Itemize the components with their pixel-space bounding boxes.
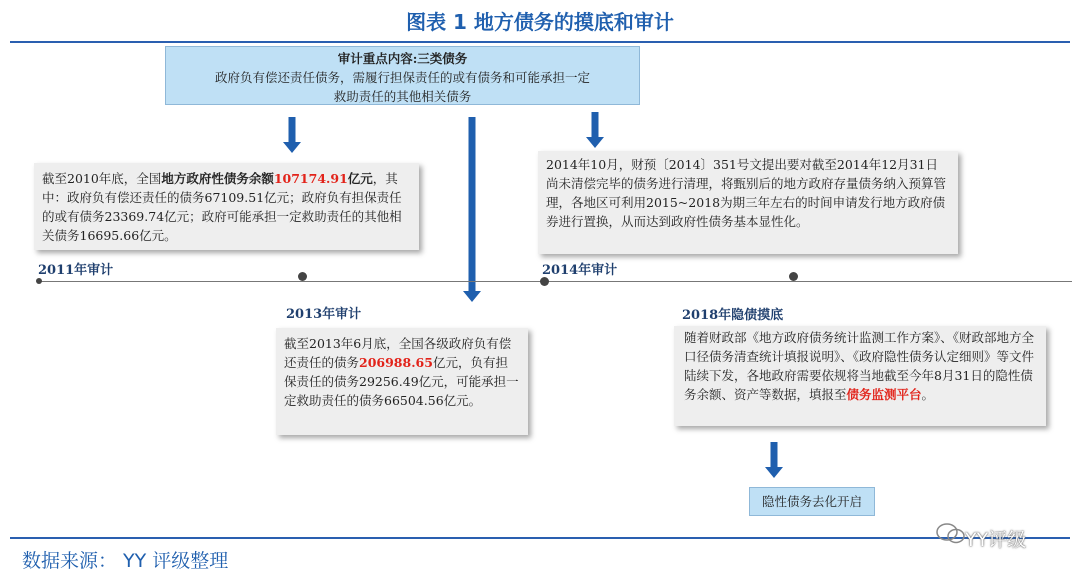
watermark: YY评级 [965, 529, 1027, 551]
label-2014: 2014年审计 [542, 263, 618, 278]
box-2018-end: 。 [921, 387, 935, 402]
box-2014-audit [538, 151, 958, 254]
audit-focus-box [165, 46, 640, 105]
arrow-down-2011 [282, 117, 302, 154]
arrow-down-2014 [585, 112, 605, 149]
box-2011-total: 107174.91 [273, 171, 348, 186]
box-2011-audit [34, 163, 419, 250]
timeline-dot-2014 [540, 277, 549, 286]
label-2011: 2011年审计 [38, 263, 114, 278]
timeline-axis [38, 281, 1072, 282]
box-2011-bold: 地方政府性债务余额 [161, 171, 274, 186]
box-2011-unit: 亿元 [347, 171, 373, 186]
timeline-dot-2013 [298, 272, 307, 281]
box-2013-total: 206988.65 [359, 355, 433, 370]
label-2013: 2013年审计 [286, 307, 362, 322]
box-2018-survey [674, 326, 1046, 426]
box-2011-rest: ，其中：政府负有偿还责任的债务67109.51亿元；政府负有担保责任的或有债务23369.74亿元；政府可能承担一定救助责任的其他相关债务16695.66亿元。 [42, 171, 402, 243]
box-2013-pre: 截至2013年6月底，全国各级政府负有偿还责任的债务 [284, 336, 512, 370]
hidden-debt-box: 隐性债务去化开启 [749, 487, 875, 516]
box-2018-pre: 随着财政部《地方政府债务统计监测工作方案》、《财政部地方全口径债务清查统计填报说明》、《政府隐性债务认定细则》等文件陆续下发，各地政府需要依规将当地截至今年8月31日的隐性债务余额、资产等数据，填报至 [684, 330, 1035, 402]
box-2011-pre: 截至2010年底，全国 [42, 171, 162, 186]
audit-focus-heading: 审计重点内容:三类债务 [337, 51, 468, 66]
wechat-icon [935, 521, 967, 547]
chart-title: 图表 1 地方债务的摸底和审计 [406, 10, 674, 34]
source-note: 数据来源： YY 评级整理 [22, 550, 229, 572]
timeline-dot-2011 [36, 278, 42, 284]
arrow-down-2013 [462, 117, 482, 303]
audit-focus-line2: 救助责任的其他相关债务 [333, 89, 472, 104]
arrow-down-2018 [764, 442, 784, 479]
box-2014-text: 2014年10月，财预〔2014〕351号文提出要对截至2014年12月31日尚未清偿完毕的债务进行清理，将甄别后的地方政府存量债务纳入预算管理，各地区可利用2015~2018为期三年左右的时间申请发行地方政府债券进行置换，从而达到政府性债务基本显性化。 [546, 157, 947, 229]
label-2018: 2018年隐债摸底 [682, 308, 784, 323]
box-2018-platform: 债务监测平台 [846, 387, 922, 402]
bottom-rule [10, 537, 1070, 539]
box-2013-rest: 亿元，负有担保责任的债务29256.49亿元，可能承担一定救助责任的债务66504.56亿元。 [284, 355, 519, 408]
audit-focus-line1: 政府负有偿还责任债务，需履行担保责任的或有债务和可能承担一定 [214, 70, 590, 85]
timeline-dot-2018 [789, 272, 798, 281]
box-2013-audit [276, 328, 528, 435]
top-rule [10, 41, 1070, 43]
